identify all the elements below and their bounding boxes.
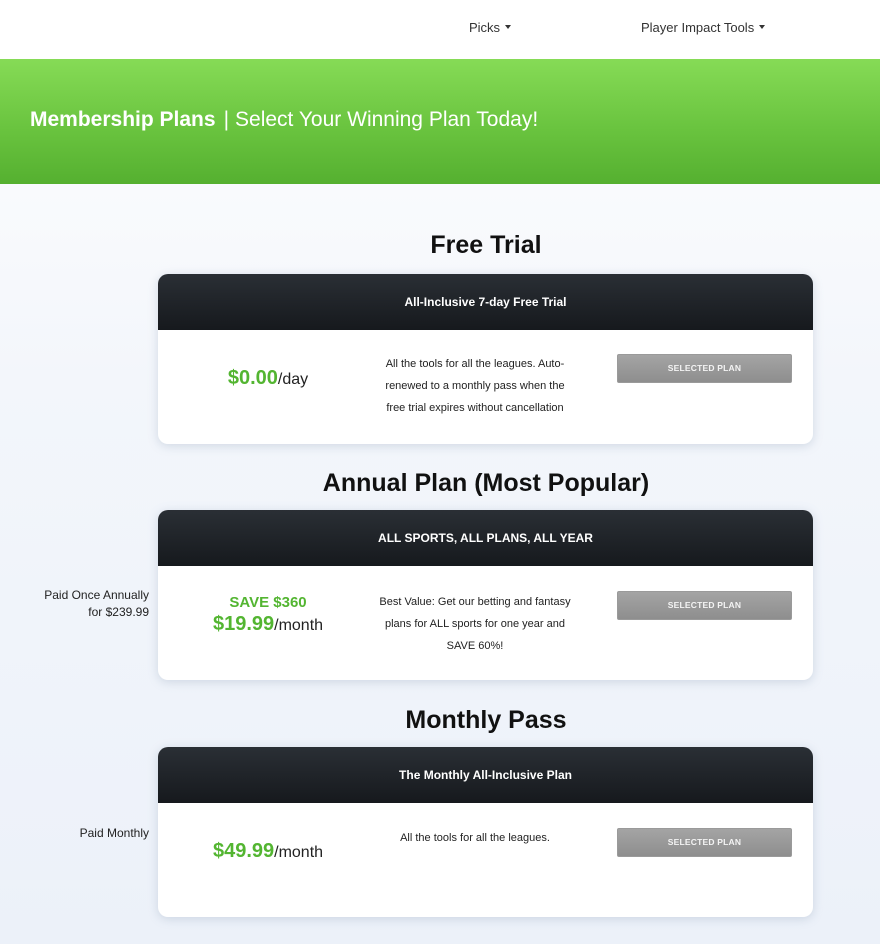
price-amount: $49.99 (212, 840, 275, 862)
selected-plan-button[interactable]: SELECTED PLAN (617, 354, 792, 383)
section-title-free-trial: Free Trial (430, 231, 542, 259)
hero-title: Membership Plans (30, 108, 216, 131)
top-nav (0, 0, 880, 59)
section-title-monthly-pass: Monthly Pass (405, 706, 567, 734)
price-block (158, 367, 378, 390)
plan-card-monthly (158, 747, 813, 917)
savings-label: SAVE $360 (229, 594, 307, 611)
payment-note-line: Paid Once Annually (44, 588, 149, 602)
plan-card-free-trial (158, 274, 813, 444)
price-block (158, 840, 378, 863)
plan-card-header: ALL SPORTS, ALL PLANS, ALL YEAR (158, 510, 813, 566)
price-block (158, 594, 378, 636)
plan-card-header: The Monthly All-Inclusive Plan (158, 747, 813, 803)
plan-description: Best Value: Get our betting and fantasy plans for ALL sports for one year and SAVE 60%! (379, 596, 571, 652)
selected-plan-button[interactable]: SELECTED PLAN (617, 828, 792, 857)
price-amount: $19.99 (212, 613, 275, 635)
payment-note-line: Paid Monthly (79, 826, 149, 840)
annual-payment-note (44, 587, 149, 621)
plan-description: All the tools for all the leagues. (400, 832, 550, 844)
payment-note-line: for $239.99 (88, 605, 149, 619)
nav-picks-label: Picks (469, 20, 501, 35)
price-unit: /month (274, 844, 324, 861)
hero-subtitle: Select Your Winning Plan Today! (235, 108, 539, 131)
plan-card-header: All-Inclusive 7-day Free Trial (158, 274, 813, 330)
monthly-payment-note (80, 825, 149, 842)
price-amount: $0.00 (227, 367, 278, 389)
caret-down-icon (505, 25, 511, 29)
section-title-annual-plan: Annual Plan (Most Popular) (322, 469, 650, 497)
hero-heading (30, 108, 538, 132)
nav-player-impact-tools-label: Player Impact Tools (641, 20, 755, 35)
hero-separator: | (223, 108, 230, 131)
caret-down-icon (759, 25, 765, 29)
selected-plan-button[interactable]: SELECTED PLAN (617, 591, 792, 620)
nav-picks-dropdown[interactable] (469, 20, 511, 35)
plan-card-annual (158, 510, 813, 680)
plan-description: All the tools for all the leagues. Auto-renewed to a monthly pass when the free trial expires without cancellation (385, 358, 565, 414)
price-unit: /day (277, 371, 309, 388)
price-unit: /month (274, 617, 324, 634)
hero-banner (0, 59, 880, 184)
nav-player-impact-tools-dropdown[interactable] (641, 20, 765, 35)
